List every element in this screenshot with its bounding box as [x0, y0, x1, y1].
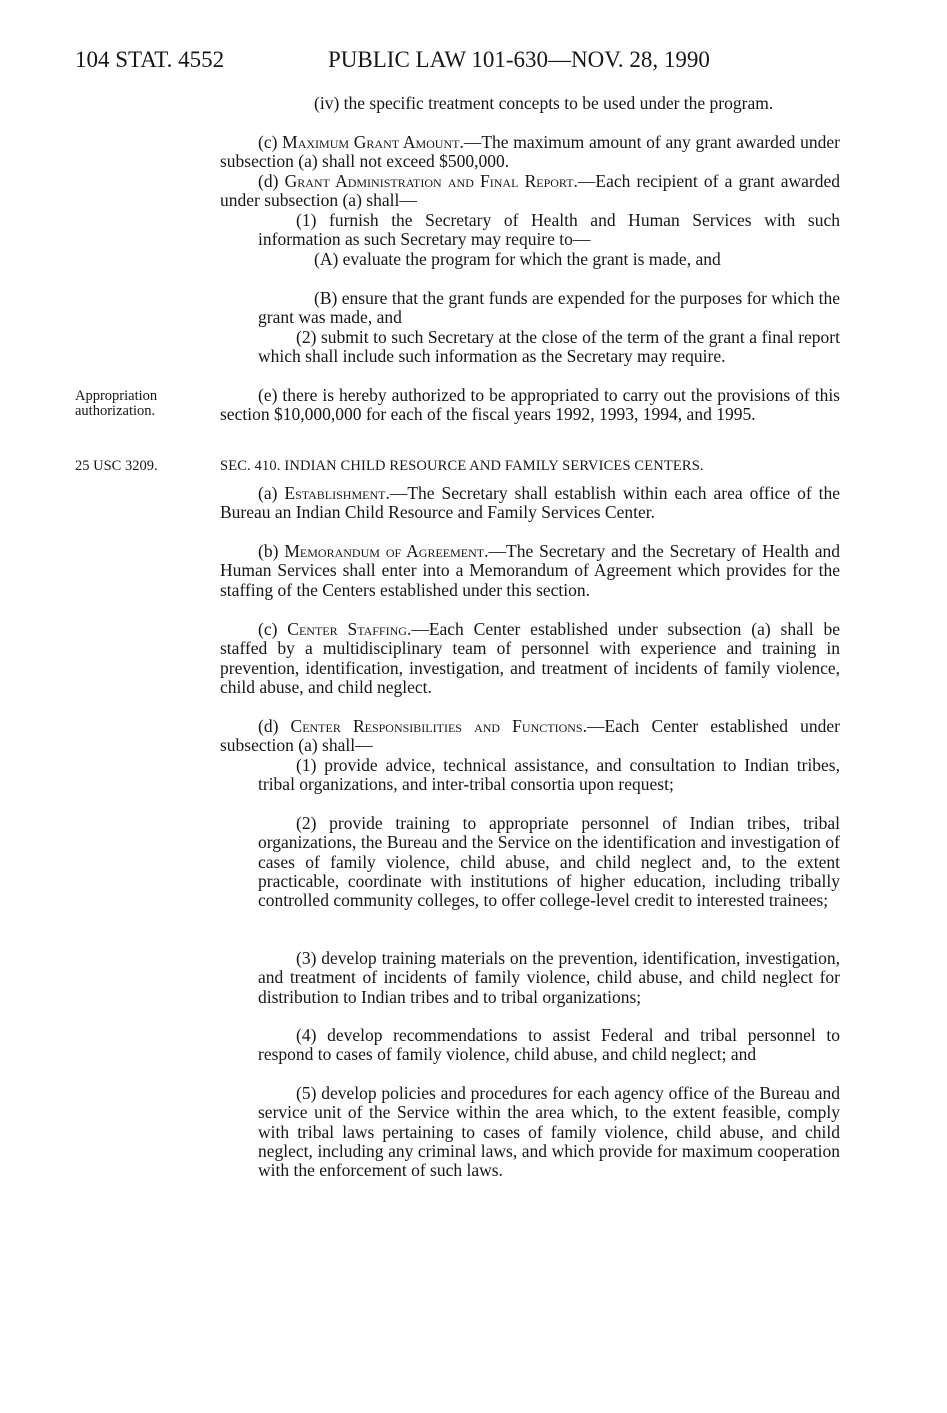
subsection-e-appropriation: (e) there is hereby authorized to be appropriated to carry out the provisions of this section $10,000,000 for each of the fiscal years 1992, 1993, 1994, and 1995. — [220, 385, 840, 425]
section-410-heading: SEC. 410. INDIAN CHILD RESOURCE AND FAMILY SERVICES CENTERS. — [220, 458, 704, 474]
sec410-d-text: —Each Center established under subsection (a) shall— — [220, 716, 840, 756]
subsection-c-number: (c) — [258, 132, 283, 152]
subparagraph-d1A: (A) evaluate the program for which the grant is made, and — [314, 249, 721, 269]
subsection-c-text: —The maximum amount of any grant awarded under subsection (a) shall not exceed $500,000. — [220, 132, 840, 172]
public-law-header: PUBLIC LAW 101-630—NOV. 28, 1990 — [328, 47, 710, 72]
subsection-c-heading: Maximum Grant Amount. — [282, 132, 464, 152]
sec410-d-item-2: (2) provide training to appropriate personnel of Indian tribes, tribal organizations, the Bureau and the Service on the identification and investigation of cases of family violence, child abuse, and child neglect and, to the extent practicable, coordinate with institutions of higher education, including tribally controlled community colleges, to offer college-level credit to interested trainees; — [258, 813, 840, 911]
paragraph-d1: (1) furnish the Secretary of Health and Human Services with such information as such Secretary may require to— — [258, 210, 840, 250]
paragraph-d2: (2) submit to such Secretary at the close of the term of the grant a final report which shall include such information as the Secretary may require. — [258, 327, 840, 367]
sec410-b-number: (b) — [258, 541, 285, 561]
sec410-c-heading: Center Staffing. — [287, 619, 412, 639]
sec410-subsection-d — [220, 717, 840, 756]
sec410-d-item-4: (4) develop recommendations to assist Federal and tribal personnel to respond to cases of family violence, child abuse, and child neglect; and — [258, 1025, 840, 1065]
subsection-d-number: (d) — [258, 171, 285, 191]
subparagraph-d1B: (B) ensure that the grant funds are expended for the purposes for which the grant was made, and — [258, 288, 840, 328]
sec410-d-item-1: (1) provide advice, technical assistance, and consultation to Indian tribes, tribal organizations, and inter-tribal consortia upon request; — [258, 755, 840, 795]
margin-note-authorization: authorization. — [75, 403, 156, 419]
subsection-d-text: —Each recipient of a grant awarded under subsection (a) shall— — [220, 171, 840, 211]
sec410-d-heading: Center Responsibilities and Functions. — [290, 716, 587, 736]
subsection-c-max-grant — [220, 133, 840, 172]
sec410-d-item-3: (3) develop training materials on the prevention, identification, investigation, and treatment of incidents of family violence, child abuse, and child neglect for distribution to Indian tribes and to tribal organizations; — [258, 948, 840, 1007]
clause-iv: (iv) the specific treatment concepts to be used under the program. — [314, 93, 774, 113]
sec410-a-number: (a) — [258, 483, 285, 503]
sec410-d-number: (d) — [258, 716, 291, 736]
subsection-d-grant-admin — [220, 172, 840, 211]
sec410-b-heading: Memorandum of Agreement. — [284, 541, 489, 561]
sec410-a-text: —The Secretary shall establish within each area office of the Bureau an Indian Child Resource and Family Services Center. — [220, 483, 840, 523]
sec410-a-heading: Establishment. — [284, 483, 390, 503]
margin-note-usc-citation: 25 USC 3209. — [75, 458, 158, 474]
sec410-subsection-c — [220, 620, 840, 697]
sec410-subsection-a — [220, 484, 840, 523]
margin-note-appropriation: Appropriation — [75, 388, 158, 404]
sec410-b-text: —The Secretary and the Secretary of Health and Human Services shall enter into a Memorandum of Agreement which provides for the staffing of the Centers established under this section. — [220, 541, 841, 600]
subsection-d-heading: Grant Administration and Final Report. — [284, 171, 578, 191]
sec410-c-number: (c) — [258, 619, 288, 639]
sec410-subsection-b — [220, 542, 840, 600]
sec410-d-item-5: (5) develop policies and procedures for each agency office of the Bureau and service unit of the Service within the area which, to the extent feasible, comply with tribal laws pertaining to cases of family violence, child abuse, and child neglect, including any criminal laws, and which provide for maximum cooperation with the enforcement of such laws. — [258, 1083, 840, 1181]
sec410-c-text: —Each Center established under subsection (a) shall be staffed by a multidisciplinary team of personnel with experience and training in prevention, identification, investigation, and treatment of incidents of family violence, child abuse, and child neglect. — [220, 619, 840, 697]
stat-page-number: 104 STAT. 4552 — [75, 47, 225, 72]
